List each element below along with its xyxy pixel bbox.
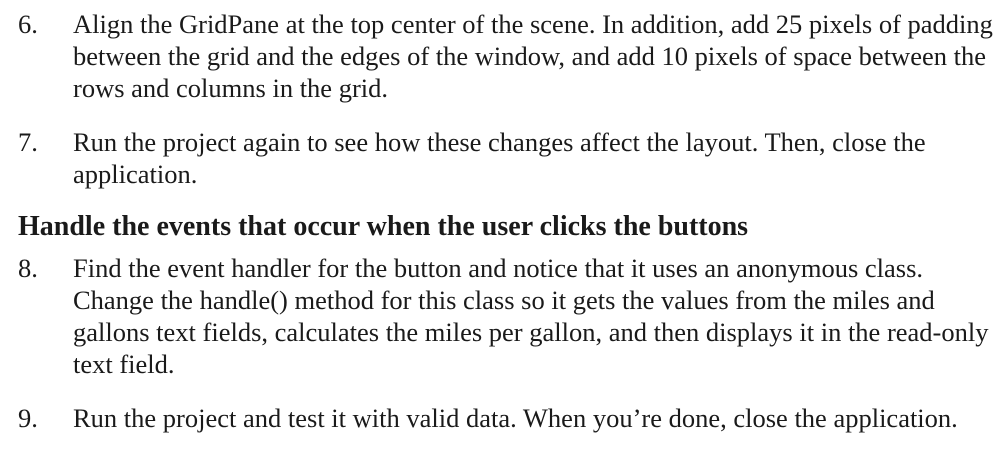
step-item — [18, 252, 998, 380]
step-number: 6. — [18, 9, 38, 39]
step-item — [18, 8, 998, 104]
step-number: 7. — [18, 127, 38, 157]
step-number: 9. — [18, 403, 38, 433]
step-text: Find the event handler for the button and notice that it uses an anonymous class. Change the handle() method for this class so it gets the values from the miles and gallons text fields, calculates the miles per gallon, and then displays it in the read-only text field. — [73, 253, 989, 379]
step-text: Run the project and test it with valid data. When you’re done, close the application. — [73, 403, 958, 433]
section-heading: Handle the events that occur when the user clicks the buttons — [18, 211, 749, 242]
step-item — [18, 126, 998, 190]
step-text: Align the GridPane at the top center of the scene. In addition, add 25 pixels of padding between the grid and the edges of the window, and add 10 pixels of space between the rows and columns in the grid. — [73, 9, 993, 103]
step-item — [18, 402, 998, 434]
step-number: 8. — [18, 253, 38, 283]
step-text: Run the project again to see how these changes affect the layout. Then, close the application. — [73, 127, 926, 189]
